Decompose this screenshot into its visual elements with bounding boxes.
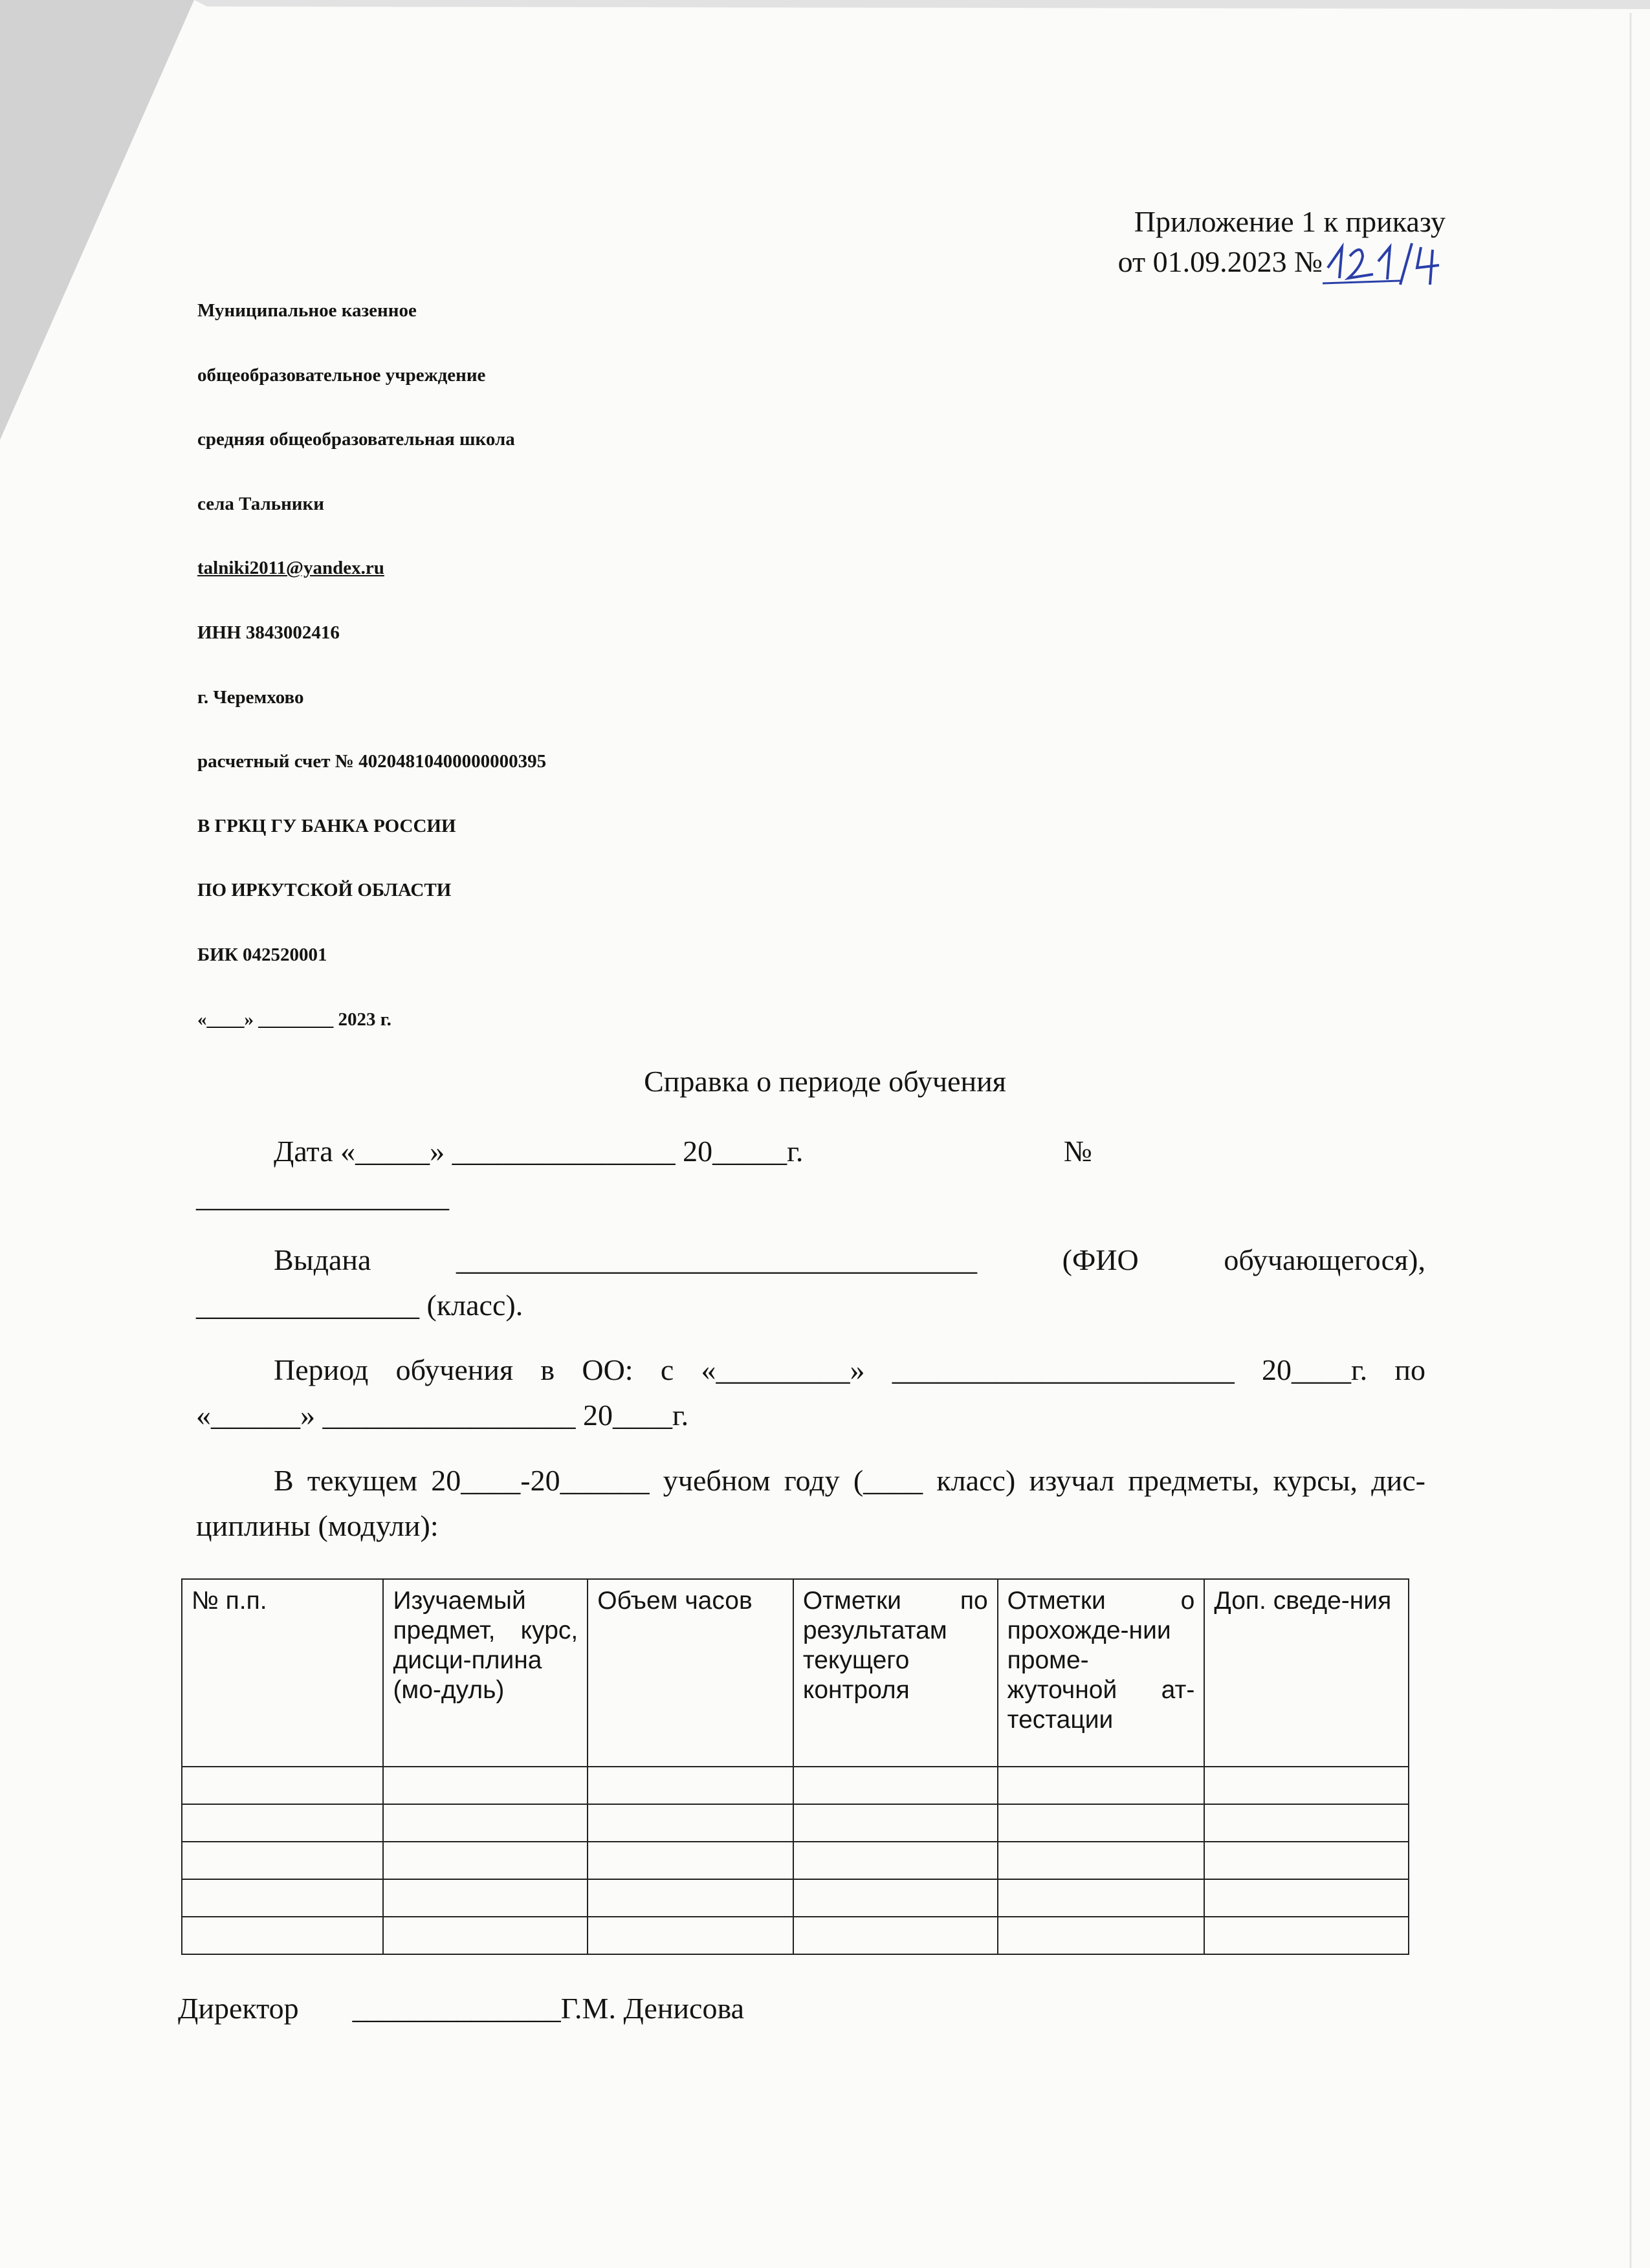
header-subject: Изучаемый предмет, курс, дисци-плина (мо-дуль) xyxy=(383,1579,588,1767)
org-line: села Тальники xyxy=(197,493,324,514)
org-inn: ИНН 3843002416 xyxy=(197,622,340,643)
annex-reference xyxy=(1118,202,1446,282)
director-name: Г.М. Денисова xyxy=(560,1992,745,2025)
annex-order-date: от 01.09.2023 № xyxy=(1117,245,1323,278)
org-bank-region: ПО ИРКУТСКОЙ ОБЛАСТИ xyxy=(197,880,452,901)
org-bik: БИК 042520001 xyxy=(197,944,327,965)
year-line-cont: циплины (модули): xyxy=(196,1509,439,1542)
table-header-row xyxy=(182,1579,1409,1767)
org-email: talniki2011@yandex.ru xyxy=(197,558,384,579)
date-line: Дата «_____» _______________ 20_____г. № xyxy=(274,1135,1092,1168)
class-line: _______________ (класс). xyxy=(196,1289,523,1322)
subjects-table xyxy=(181,1578,1409,1955)
org-line: общеобразовательное учреждение xyxy=(197,364,486,386)
org-date: «____» ________ 2023 г. xyxy=(197,1009,391,1030)
director-title: Директор xyxy=(178,1992,299,2025)
annex-line-1: Приложение 1 к приказу xyxy=(1134,205,1446,238)
year-line: В текущем 20____-20______ учебном году (____ класс) изучал предметы, курсы, дис- xyxy=(274,1464,1425,1497)
org-city: г. Черемхово xyxy=(197,686,304,708)
header-current-grades: Отметки по результатам текущего контроля xyxy=(793,1579,998,1767)
date-paragraph xyxy=(196,1129,1425,1219)
period-line: Период обучения в ОО: с «_________» _______________________ 20____г. по xyxy=(274,1353,1425,1386)
header-number: № п.п. xyxy=(182,1579,383,1767)
document-title: Справка о периоде обучения xyxy=(644,1065,1006,1098)
signature-blank: ______________ xyxy=(352,1992,561,2025)
year-paragraph xyxy=(196,1458,1425,1549)
date-number-line: _________________ xyxy=(196,1180,449,1213)
table-row xyxy=(182,1804,1409,1842)
annex-line-2 xyxy=(1118,242,1446,282)
table-row xyxy=(182,1879,1409,1917)
issued-line: Выдана ___________________________________ (ФИО обучающегося), xyxy=(274,1243,1425,1276)
org-bank: В ГРКЦ ГУ БАНКА РОССИИ xyxy=(197,815,456,836)
header-hours: Объем часов xyxy=(588,1579,793,1767)
order-number-handwritten xyxy=(1323,242,1446,282)
organization-stamp-block xyxy=(197,298,546,1071)
org-line: Муниципальное казенное xyxy=(197,300,417,321)
period-paragraph xyxy=(196,1347,1425,1438)
director-signature-line xyxy=(178,1991,744,2025)
issued-paragraph xyxy=(196,1238,1425,1328)
org-line: средняя общеобразовательная школа xyxy=(197,429,515,450)
table-row xyxy=(182,1842,1409,1879)
header-extra-info: Доп. сведе-ния xyxy=(1204,1579,1409,1767)
table-row xyxy=(182,1767,1409,1804)
header-attestation-grades: Отметки о прохожде-нии проме-жуточной ат-тестации xyxy=(998,1579,1205,1767)
table-row xyxy=(182,1917,1409,1954)
org-account: расчетный счет № 40204810400000000395 xyxy=(197,751,547,772)
period-end-line: «______» _________________ 20____г. xyxy=(196,1399,689,1432)
